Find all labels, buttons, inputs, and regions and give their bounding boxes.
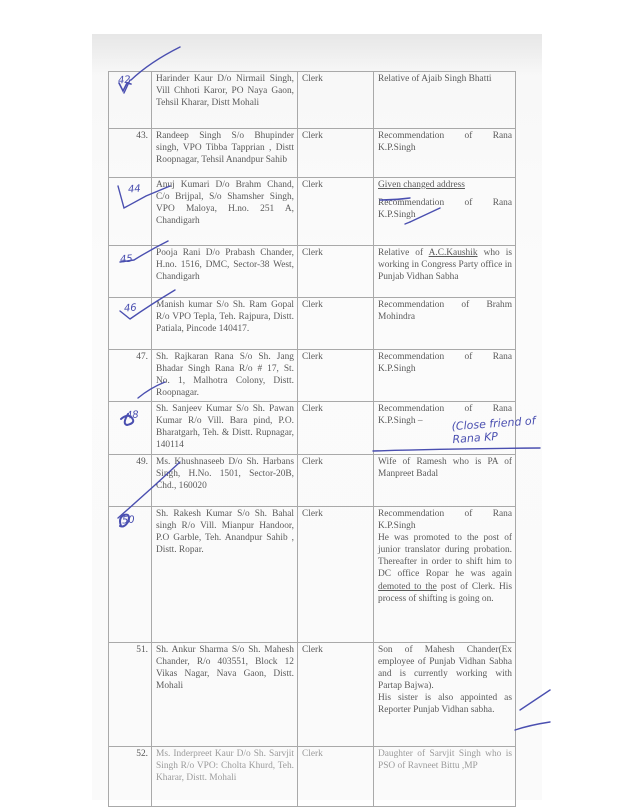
remark-text: who is working in Congress Party office in Punjab Vidhan Sabha [378,248,512,283]
name-address: Pooja Rani D/o Prabash Chander, H.no. 1516, DMC, Sector-38 West, Chandigarh [152,246,298,298]
remarks: Recommendation of Brahm Mohindra [374,298,516,350]
table-row [109,747,516,807]
remark-text: His sister is also appointed as Reporter Punjab Vidhan sabha. [378,693,512,716]
post: Clerk [298,643,374,747]
name-address: Sh. Sanjeev Kumar S/o Sh. Pawan Kumar R/o Vill. Bara pind, P.O. Bharatgarh, Teh. & Distt. Rupnagar, 140114 [152,402,298,455]
serial-number: 51. [109,643,152,747]
table-row [109,455,516,507]
remark-underlined: A.C.Kaushik [428,248,478,258]
remarks: Relative of Ajaib Singh Bhatti [374,72,516,129]
handwritten-serial-46: 46 [123,302,138,315]
table-row [109,350,516,402]
remark-text: Relative of [378,248,429,258]
handwritten-serial-42: 42 [117,74,132,87]
serial-number [109,507,152,643]
post: Clerk [298,178,374,246]
name-address: Sh. Rajkaran Rana S/o Sh. Jang Bhadar Singh Rana R/o # 17, St. No. 1, Malhotra Colony, Distt. Roopnagar. [152,350,298,402]
name-address: Sh. Rakesh Kumar S/o Sh. Bahal singh R/o Vill. Mianpur Handoor, P.O Garble, Teh. Anandpur Sahib , Distt. Ropar. [152,507,298,643]
handwritten-note-close-friend: (Close friend of Rana KP [451,414,536,447]
name-address: Harinder Kaur D/o Nirmail Singh, Vill Chhoti Karor, PO Naya Gaon, Tehsil Kharar, Distt Mohali [152,72,298,129]
table-row [109,643,516,747]
remarks [374,178,516,246]
remarks [374,643,516,747]
remark-text: He was promoted to the post of junior translator during probation. Thereafter in order to shift him to DC office Ropar he was again [378,533,512,580]
post: Clerk [298,507,374,643]
remark-underlined: demoted to the [378,581,437,592]
name-address: Sh. Ankur Sharma S/o Sh. Mahesh Chander, R/o 403551, Block 12 Vikas Nagar, Nava Gaon, Distt. Mohali [152,643,298,747]
remark-text: Recommendation of Rana K.P.Singh [378,509,512,532]
post: Clerk [298,402,374,455]
remarks: Recommendation of Rana K.P.Singh – [374,402,516,455]
remarks: Daughter of Sarvjit Singh who is PSO of Ravneet Bittu ,MP [374,747,516,807]
name-address: Ms. Khushnaseeb D/o Sh. Harbans Singh, H.No. 1501, Sector-20B, Chd., 160020 [152,455,298,507]
scan-shadow [92,34,542,74]
name-address: Manish kumar S/o Sh. Ram Gopal R/o VPO Tepla, Teh. Rajpura, Distt. Patiala, Pincode 140417. [152,298,298,350]
name-address: Randeep Singh S/o Bhupinder singh, VPO Tibba Tapprian , Distt Roopnagar, Tehsil Anandpur Sahib [152,129,298,178]
remark-text: Son of Mahesh Chander(Ex employee of Punjab Vidhan Sabha and is currently working with Partap Bajwa). [378,645,512,692]
remarks [374,507,516,643]
handwritten-serial-44: 44 [127,183,142,196]
handwritten-serial-50: 50 [121,514,136,527]
table-row [109,246,516,298]
remark-underlined: Given changed address [378,180,465,190]
handwritten-serial-45: 45 [119,253,134,266]
remarks [374,246,516,298]
remarks: Recommendation of Rana K.P.Singh [374,350,516,402]
serial-number: 47. [109,350,152,402]
handwritten-serial-48: 48 [125,409,140,422]
remarks: Recommendation of Rana K.P.Singh [374,129,516,178]
post: Clerk [298,246,374,298]
remark-text: post of Clerk. His process of shifting is going on. [378,581,512,604]
remarks: Wife of Ramesh who is PA of Manpreet Badal [374,455,516,507]
post: Clerk [298,747,374,807]
serial-number: 52. [109,747,152,807]
post: Clerk [298,298,374,350]
table-row [109,507,516,643]
name-address: Ms. Inderpreet Kaur D/o Sh. Sarvjit Singh R/o VPO: Cholta Khurd, Teh. Kharar, Distt. Mohali [152,747,298,807]
table-row [109,298,516,350]
serial-number: 43. [109,129,152,178]
post: Clerk [298,455,374,507]
post: Clerk [298,72,374,129]
table-row [109,129,516,178]
name-address: Anuj Kumari D/o Brahm Chand, C/o Brijpal, S/o Shamsher Singh, VPO Maloya, H.no. 251 A, Chandigarh [152,178,298,246]
post: Clerk [298,350,374,402]
serial-number: 49. [109,455,152,507]
remark-text: Recommendation of Rana K.P.Singh [378,198,512,221]
post: Clerk [298,129,374,178]
table-row [109,178,516,246]
table-row [109,72,516,129]
